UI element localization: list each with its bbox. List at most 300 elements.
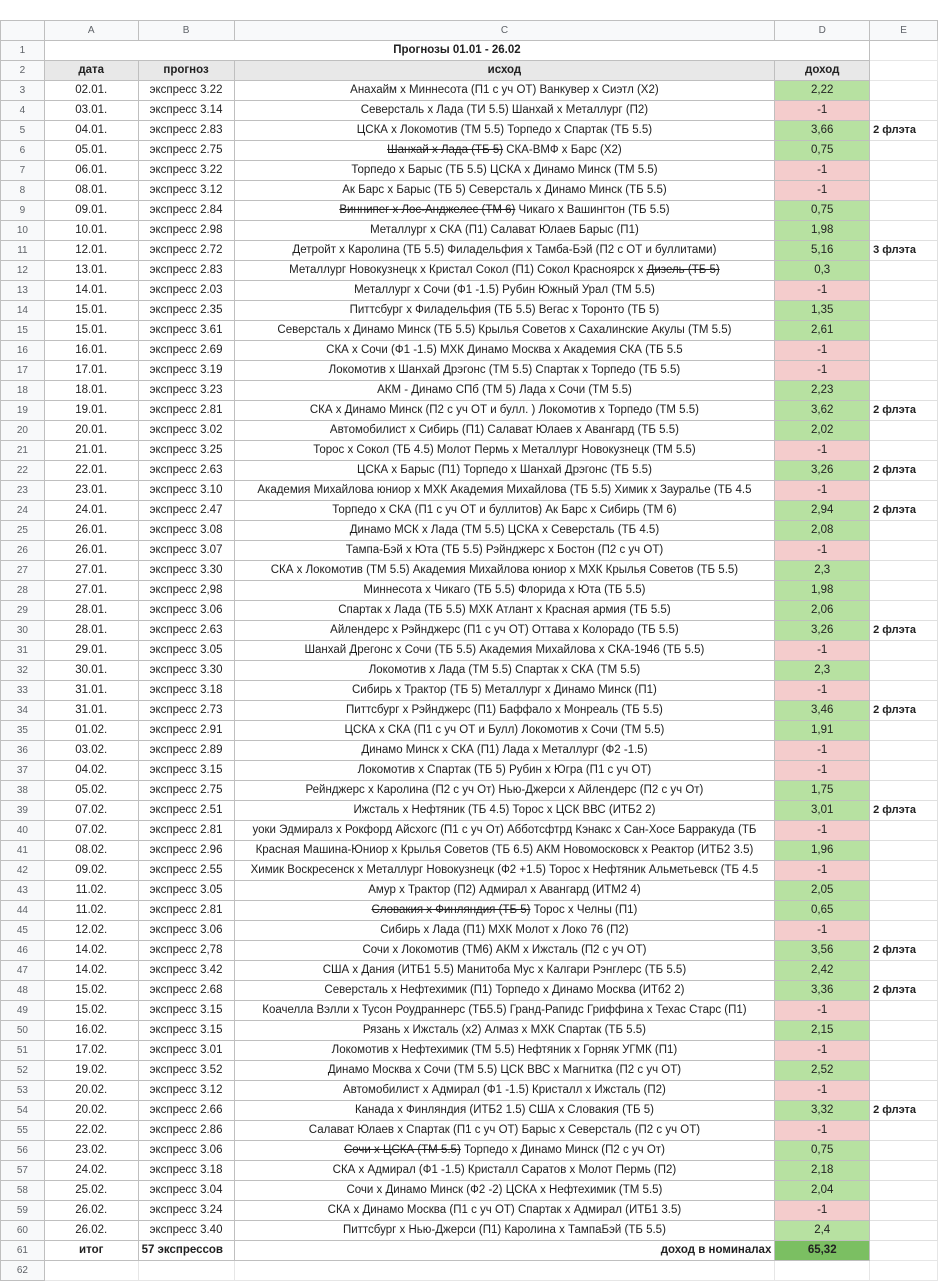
income-cell[interactable]: 2,3 — [775, 561, 870, 581]
forecast-cell[interactable]: экспресс 3.08 — [138, 521, 234, 541]
outcome-cell[interactable] — [234, 121, 775, 141]
income-cell[interactable]: -1 — [775, 921, 870, 941]
forecast-cell[interactable]: экспресс 2.47 — [138, 501, 234, 521]
empty-cell[interactable] — [870, 1261, 938, 1281]
outcome-cell[interactable] — [234, 621, 775, 641]
forecast-cell[interactable]: экспресс 3.15 — [138, 1001, 234, 1021]
date-cell[interactable]: 31.01. — [44, 681, 138, 701]
note-cell[interactable]: 2 флэта — [870, 501, 938, 521]
note-cell[interactable] — [870, 301, 938, 321]
total-label[interactable]: итог — [44, 1241, 138, 1261]
income-cell[interactable]: 5,16 — [775, 241, 870, 261]
date-cell[interactable]: 15.01. — [44, 301, 138, 321]
forecast-cell[interactable]: экспресс 3.02 — [138, 421, 234, 441]
row-number[interactable]: 54 — [1, 1101, 45, 1121]
income-cell[interactable]: -1 — [775, 861, 870, 881]
total-income[interactable]: 65,32 — [775, 1241, 870, 1261]
note-cell[interactable] — [870, 961, 938, 981]
row-number[interactable]: 50 — [1, 1021, 45, 1041]
date-cell[interactable]: 31.01. — [44, 701, 138, 721]
row-number[interactable]: 42 — [1, 861, 45, 881]
note-cell[interactable]: 2 флэта — [870, 941, 938, 961]
outcome-cell[interactable] — [234, 241, 775, 261]
outcome-cell[interactable] — [234, 481, 775, 501]
forecast-cell[interactable]: экспресс 3.01 — [138, 1041, 234, 1061]
income-cell[interactable]: 3,62 — [775, 401, 870, 421]
income-cell[interactable]: -1 — [775, 341, 870, 361]
forecast-cell[interactable]: экспресс 3.40 — [138, 1221, 234, 1241]
row-number[interactable]: 29 — [1, 601, 45, 621]
date-cell[interactable]: 10.01. — [44, 221, 138, 241]
note-cell[interactable] — [870, 861, 938, 881]
header-income[interactable]: доход — [775, 61, 870, 81]
forecast-cell[interactable]: экспресс 2.96 — [138, 841, 234, 861]
row-number[interactable]: 49 — [1, 1001, 45, 1021]
outcome-cell[interactable] — [234, 181, 775, 201]
row-number[interactable]: 22 — [1, 461, 45, 481]
note-cell[interactable] — [870, 581, 938, 601]
note-cell[interactable] — [870, 101, 938, 121]
date-cell[interactable]: 27.01. — [44, 561, 138, 581]
forecast-cell[interactable]: экспресс 2.73 — [138, 701, 234, 721]
row-number[interactable]: 20 — [1, 421, 45, 441]
column-header-d[interactable]: D — [775, 21, 870, 41]
date-cell[interactable]: 09.01. — [44, 201, 138, 221]
note-cell[interactable]: 2 флэта — [870, 981, 938, 1001]
outcome-cell[interactable] — [234, 601, 775, 621]
outcome-cell[interactable] — [234, 881, 775, 901]
row-number[interactable]: 27 — [1, 561, 45, 581]
note-cell[interactable] — [870, 441, 938, 461]
forecast-cell[interactable]: экспресс 2.81 — [138, 901, 234, 921]
outcome-cell[interactable] — [234, 1101, 775, 1121]
outcome-cell[interactable] — [234, 1141, 775, 1161]
row-number[interactable]: 45 — [1, 921, 45, 941]
note-cell[interactable] — [870, 1121, 938, 1141]
note-cell[interactable]: 3 флэта — [870, 241, 938, 261]
forecast-cell[interactable]: экспресс 2.86 — [138, 1121, 234, 1141]
note-cell[interactable]: 2 флэта — [870, 401, 938, 421]
forecast-cell[interactable]: экспресс 2,78 — [138, 941, 234, 961]
income-cell[interactable]: 1,35 — [775, 301, 870, 321]
forecast-cell[interactable]: экспресс 3.61 — [138, 321, 234, 341]
note-cell[interactable] — [870, 321, 938, 341]
income-cell[interactable]: 0,75 — [775, 201, 870, 221]
row-number[interactable]: 56 — [1, 1141, 45, 1161]
row-number[interactable]: 21 — [1, 441, 45, 461]
row-number[interactable]: 6 — [1, 141, 45, 161]
date-cell[interactable]: 04.02. — [44, 761, 138, 781]
row-number[interactable]: 41 — [1, 841, 45, 861]
income-cell[interactable]: 2,61 — [775, 321, 870, 341]
note-cell[interactable] — [870, 661, 938, 681]
outcome-cell[interactable] — [234, 401, 775, 421]
row-number[interactable]: 18 — [1, 381, 45, 401]
forecast-cell[interactable]: экспресс 3.25 — [138, 441, 234, 461]
empty-cell[interactable] — [775, 1261, 870, 1281]
date-cell[interactable]: 26.01. — [44, 541, 138, 561]
outcome-cell[interactable] — [234, 361, 775, 381]
date-cell[interactable]: 17.02. — [44, 1041, 138, 1061]
row-number[interactable]: 11 — [1, 241, 45, 261]
empty-cell[interactable] — [870, 1241, 938, 1261]
row-number[interactable]: 17 — [1, 361, 45, 381]
outcome-cell[interactable] — [234, 1161, 775, 1181]
date-cell[interactable]: 12.01. — [44, 241, 138, 261]
income-cell[interactable]: 2,3 — [775, 661, 870, 681]
forecast-cell[interactable]: экспресс 2.72 — [138, 241, 234, 261]
outcome-cell[interactable] — [234, 1081, 775, 1101]
outcome-cell[interactable] — [234, 261, 775, 281]
date-cell[interactable]: 23.01. — [44, 481, 138, 501]
date-cell[interactable]: 16.01. — [44, 341, 138, 361]
date-cell[interactable]: 20.02. — [44, 1101, 138, 1121]
outcome-cell[interactable] — [234, 441, 775, 461]
forecast-cell[interactable]: экспресс 3.18 — [138, 681, 234, 701]
date-cell[interactable]: 14.02. — [44, 961, 138, 981]
outcome-cell[interactable] — [234, 721, 775, 741]
outcome-cell[interactable] — [234, 641, 775, 661]
forecast-cell[interactable]: экспресс 2.75 — [138, 781, 234, 801]
outcome-cell[interactable] — [234, 141, 775, 161]
forecast-cell[interactable]: экспресс 3.12 — [138, 1081, 234, 1101]
note-cell[interactable] — [870, 741, 938, 761]
income-cell[interactable]: -1 — [775, 1081, 870, 1101]
note-cell[interactable] — [870, 601, 938, 621]
forecast-cell[interactable]: экспресс 3.22 — [138, 81, 234, 101]
select-all-corner[interactable] — [1, 21, 45, 41]
date-cell[interactable]: 19.02. — [44, 1061, 138, 1081]
forecast-cell[interactable]: экспресс 3.15 — [138, 761, 234, 781]
row-number[interactable]: 12 — [1, 261, 45, 281]
row-number[interactable]: 8 — [1, 181, 45, 201]
income-cell[interactable]: -1 — [775, 1001, 870, 1021]
date-cell[interactable]: 28.01. — [44, 601, 138, 621]
outcome-cell[interactable] — [234, 961, 775, 981]
income-cell[interactable]: 0,3 — [775, 261, 870, 281]
row-number[interactable]: 62 — [1, 1261, 45, 1281]
row-number[interactable]: 30 — [1, 621, 45, 641]
note-cell[interactable] — [870, 381, 938, 401]
date-cell[interactable]: 24.02. — [44, 1161, 138, 1181]
row-number[interactable]: 14 — [1, 301, 45, 321]
date-cell[interactable]: 23.02. — [44, 1141, 138, 1161]
row-number[interactable]: 38 — [1, 781, 45, 801]
date-cell[interactable]: 07.02. — [44, 821, 138, 841]
income-cell[interactable]: -1 — [775, 361, 870, 381]
date-cell[interactable]: 18.01. — [44, 381, 138, 401]
row-number[interactable]: 53 — [1, 1081, 45, 1101]
outcome-cell[interactable] — [234, 501, 775, 521]
outcome-cell[interactable] — [234, 1041, 775, 1061]
row-number[interactable]: 47 — [1, 961, 45, 981]
outcome-cell[interactable] — [234, 1061, 775, 1081]
date-cell[interactable]: 03.01. — [44, 101, 138, 121]
row-number[interactable]: 36 — [1, 741, 45, 761]
income-cell[interactable]: -1 — [775, 761, 870, 781]
row-number[interactable]: 43 — [1, 881, 45, 901]
date-cell[interactable]: 08.01. — [44, 181, 138, 201]
income-cell[interactable]: -1 — [775, 481, 870, 501]
outcome-cell[interactable] — [234, 801, 775, 821]
income-cell[interactable]: 2,94 — [775, 501, 870, 521]
forecast-cell[interactable]: экспресс 2.69 — [138, 341, 234, 361]
header-outcome[interactable]: исход — [234, 61, 775, 81]
date-cell[interactable]: 24.01. — [44, 501, 138, 521]
date-cell[interactable]: 30.01. — [44, 661, 138, 681]
note-cell[interactable] — [870, 481, 938, 501]
row-number[interactable]: 2 — [1, 61, 45, 81]
row-number[interactable]: 57 — [1, 1161, 45, 1181]
date-cell[interactable]: 28.01. — [44, 621, 138, 641]
forecast-cell[interactable]: экспресс 2.35 — [138, 301, 234, 321]
forecast-cell[interactable]: экспресс 2.66 — [138, 1101, 234, 1121]
note-cell[interactable] — [870, 1081, 938, 1101]
forecast-cell[interactable]: экспресс 2.81 — [138, 401, 234, 421]
date-cell[interactable]: 16.02. — [44, 1021, 138, 1041]
income-cell[interactable]: 2,08 — [775, 521, 870, 541]
note-cell[interactable] — [870, 261, 938, 281]
outcome-cell[interactable] — [234, 761, 775, 781]
outcome-cell[interactable] — [234, 701, 775, 721]
income-cell[interactable]: -1 — [775, 281, 870, 301]
income-cell[interactable]: -1 — [775, 641, 870, 661]
row-number[interactable]: 37 — [1, 761, 45, 781]
forecast-cell[interactable]: экспресс 3.10 — [138, 481, 234, 501]
forecast-cell[interactable]: экспресс 3.05 — [138, 881, 234, 901]
column-header-b[interactable]: B — [138, 21, 234, 41]
date-cell[interactable]: 09.02. — [44, 861, 138, 881]
forecast-cell[interactable]: экспресс 3.23 — [138, 381, 234, 401]
row-number[interactable]: 25 — [1, 521, 45, 541]
total-caption[interactable]: доход в номиналах — [234, 1241, 775, 1261]
forecast-cell[interactable]: экспресс 3.06 — [138, 1141, 234, 1161]
date-cell[interactable]: 27.01. — [44, 581, 138, 601]
income-cell[interactable]: -1 — [775, 441, 870, 461]
forecast-cell[interactable]: экспресс 2.98 — [138, 221, 234, 241]
income-cell[interactable]: 3,26 — [775, 621, 870, 641]
outcome-cell[interactable] — [234, 981, 775, 1001]
forecast-cell[interactable]: экспресс 3.15 — [138, 1021, 234, 1041]
date-cell[interactable]: 20.02. — [44, 1081, 138, 1101]
row-number[interactable]: 32 — [1, 661, 45, 681]
spreadsheet[interactable] — [0, 20, 938, 1281]
note-cell[interactable]: 2 флэта — [870, 121, 938, 141]
note-cell[interactable] — [870, 641, 938, 661]
forecast-cell[interactable]: экспресс 2.63 — [138, 461, 234, 481]
income-cell[interactable]: -1 — [775, 741, 870, 761]
income-cell[interactable]: 1,96 — [775, 841, 870, 861]
note-cell[interactable] — [870, 1021, 938, 1041]
income-cell[interactable]: 0,75 — [775, 141, 870, 161]
row-number[interactable]: 13 — [1, 281, 45, 301]
note-cell[interactable] — [870, 201, 938, 221]
forecast-cell[interactable]: экспресс 2.51 — [138, 801, 234, 821]
outcome-cell[interactable] — [234, 341, 775, 361]
note-cell[interactable] — [870, 561, 938, 581]
date-cell[interactable]: 26.02. — [44, 1221, 138, 1241]
income-cell[interactable]: -1 — [775, 1201, 870, 1221]
outcome-cell[interactable] — [234, 1001, 775, 1021]
date-cell[interactable]: 20.01. — [44, 421, 138, 441]
forecast-cell[interactable]: экспресс 3.22 — [138, 161, 234, 181]
row-number[interactable]: 16 — [1, 341, 45, 361]
forecast-cell[interactable]: экспресс 2.55 — [138, 861, 234, 881]
sheet-title[interactable]: Прогнозы 01.01 - 26.02 — [44, 41, 869, 61]
income-cell[interactable]: 3,46 — [775, 701, 870, 721]
row-number[interactable]: 60 — [1, 1221, 45, 1241]
income-cell[interactable]: 3,56 — [775, 941, 870, 961]
forecast-cell[interactable]: экспресс 3.19 — [138, 361, 234, 381]
row-number[interactable]: 1 — [1, 41, 45, 61]
date-cell[interactable]: 22.02. — [44, 1121, 138, 1141]
row-number[interactable]: 40 — [1, 821, 45, 841]
outcome-cell[interactable] — [234, 901, 775, 921]
outcome-cell[interactable] — [234, 861, 775, 881]
forecast-cell[interactable]: экспресс 3.30 — [138, 661, 234, 681]
row-number[interactable]: 10 — [1, 221, 45, 241]
note-cell[interactable] — [870, 1181, 938, 1201]
date-cell[interactable]: 11.02. — [44, 881, 138, 901]
outcome-cell[interactable] — [234, 1121, 775, 1141]
income-cell[interactable]: -1 — [775, 681, 870, 701]
note-cell[interactable] — [870, 161, 938, 181]
outcome-cell[interactable] — [234, 461, 775, 481]
income-cell[interactable]: -1 — [775, 1121, 870, 1141]
row-number[interactable]: 59 — [1, 1201, 45, 1221]
outcome-cell[interactable] — [234, 1221, 775, 1241]
date-cell[interactable]: 07.02. — [44, 801, 138, 821]
note-cell[interactable] — [870, 881, 938, 901]
income-cell[interactable]: 0,65 — [775, 901, 870, 921]
date-cell[interactable]: 03.02. — [44, 741, 138, 761]
outcome-cell[interactable] — [234, 281, 775, 301]
forecast-cell[interactable]: экспресс 2.83 — [138, 261, 234, 281]
income-cell[interactable]: -1 — [775, 1041, 870, 1061]
outcome-cell[interactable] — [234, 221, 775, 241]
income-cell[interactable]: -1 — [775, 161, 870, 181]
outcome-cell[interactable] — [234, 661, 775, 681]
row-number[interactable]: 33 — [1, 681, 45, 701]
note-cell[interactable]: 2 флэта — [870, 801, 938, 821]
income-cell[interactable]: 2,04 — [775, 1181, 870, 1201]
outcome-cell[interactable] — [234, 321, 775, 341]
date-cell[interactable]: 06.01. — [44, 161, 138, 181]
note-cell[interactable] — [870, 341, 938, 361]
column-header-a[interactable]: A — [44, 21, 138, 41]
forecast-cell[interactable]: экспресс 2.03 — [138, 281, 234, 301]
income-cell[interactable]: -1 — [775, 181, 870, 201]
total-count[interactable]: 57 экспрессов — [138, 1241, 234, 1261]
forecast-cell[interactable]: экспресс 3.05 — [138, 641, 234, 661]
forecast-cell[interactable]: экспресс 3.24 — [138, 1201, 234, 1221]
forecast-cell[interactable]: экспресс 3.18 — [138, 1161, 234, 1181]
row-number[interactable]: 52 — [1, 1061, 45, 1081]
empty-cell[interactable] — [870, 61, 938, 81]
date-cell[interactable]: 05.02. — [44, 781, 138, 801]
forecast-cell[interactable]: экспресс 2.75 — [138, 141, 234, 161]
row-number[interactable]: 39 — [1, 801, 45, 821]
outcome-cell[interactable] — [234, 101, 775, 121]
outcome-cell[interactable] — [234, 1021, 775, 1041]
outcome-cell[interactable] — [234, 781, 775, 801]
date-cell[interactable]: 26.02. — [44, 1201, 138, 1221]
forecast-cell[interactable]: экспресс 3.42 — [138, 961, 234, 981]
date-cell[interactable]: 05.01. — [44, 141, 138, 161]
forecast-cell[interactable]: экспресс 2.81 — [138, 821, 234, 841]
note-cell[interactable]: 2 флэта — [870, 701, 938, 721]
outcome-cell[interactable] — [234, 541, 775, 561]
forecast-cell[interactable]: экспресс 3.52 — [138, 1061, 234, 1081]
forecast-cell[interactable]: экспресс 2.89 — [138, 741, 234, 761]
note-cell[interactable] — [870, 541, 938, 561]
income-cell[interactable]: -1 — [775, 101, 870, 121]
income-cell[interactable]: 2,05 — [775, 881, 870, 901]
outcome-cell[interactable] — [234, 921, 775, 941]
note-cell[interactable] — [870, 221, 938, 241]
note-cell[interactable] — [870, 821, 938, 841]
outcome-cell[interactable] — [234, 681, 775, 701]
row-number[interactable]: 51 — [1, 1041, 45, 1061]
outcome-cell[interactable] — [234, 421, 775, 441]
note-cell[interactable] — [870, 681, 938, 701]
date-cell[interactable]: 22.01. — [44, 461, 138, 481]
income-cell[interactable]: 2,18 — [775, 1161, 870, 1181]
forecast-cell[interactable]: экспресс 2.83 — [138, 121, 234, 141]
note-cell[interactable] — [870, 1161, 938, 1181]
row-number[interactable]: 7 — [1, 161, 45, 181]
row-number[interactable]: 31 — [1, 641, 45, 661]
column-header-c[interactable]: C — [234, 21, 775, 41]
note-cell[interactable] — [870, 901, 938, 921]
income-cell[interactable]: 2,42 — [775, 961, 870, 981]
note-cell[interactable] — [870, 761, 938, 781]
empty-cell[interactable] — [44, 1261, 138, 1281]
income-cell[interactable]: 2,4 — [775, 1221, 870, 1241]
date-cell[interactable]: 02.01. — [44, 81, 138, 101]
outcome-cell[interactable] — [234, 521, 775, 541]
forecast-cell[interactable]: экспресс 2.63 — [138, 621, 234, 641]
forecast-cell[interactable]: экспресс 3.06 — [138, 921, 234, 941]
outcome-cell[interactable] — [234, 561, 775, 581]
row-number[interactable]: 48 — [1, 981, 45, 1001]
date-cell[interactable]: 14.02. — [44, 941, 138, 961]
date-cell[interactable]: 17.01. — [44, 361, 138, 381]
date-cell[interactable]: 29.01. — [44, 641, 138, 661]
note-cell[interactable] — [870, 1221, 938, 1241]
date-cell[interactable]: 25.02. — [44, 1181, 138, 1201]
row-number[interactable]: 55 — [1, 1121, 45, 1141]
date-cell[interactable]: 08.02. — [44, 841, 138, 861]
row-number[interactable]: 28 — [1, 581, 45, 601]
row-number[interactable]: 35 — [1, 721, 45, 741]
note-cell[interactable]: 2 флэта — [870, 461, 938, 481]
date-cell[interactable]: 15.02. — [44, 981, 138, 1001]
outcome-cell[interactable] — [234, 161, 775, 181]
income-cell[interactable]: 3,01 — [775, 801, 870, 821]
date-cell[interactable]: 12.02. — [44, 921, 138, 941]
row-number[interactable]: 58 — [1, 1181, 45, 1201]
row-number[interactable]: 4 — [1, 101, 45, 121]
note-cell[interactable] — [870, 521, 938, 541]
date-cell[interactable]: 04.01. — [44, 121, 138, 141]
income-cell[interactable]: 2,23 — [775, 381, 870, 401]
forecast-cell[interactable]: экспресс 2.68 — [138, 981, 234, 1001]
row-number[interactable]: 61 — [1, 1241, 45, 1261]
row-number[interactable]: 9 — [1, 201, 45, 221]
forecast-cell[interactable]: экспресс 3.12 — [138, 181, 234, 201]
row-number[interactable]: 34 — [1, 701, 45, 721]
